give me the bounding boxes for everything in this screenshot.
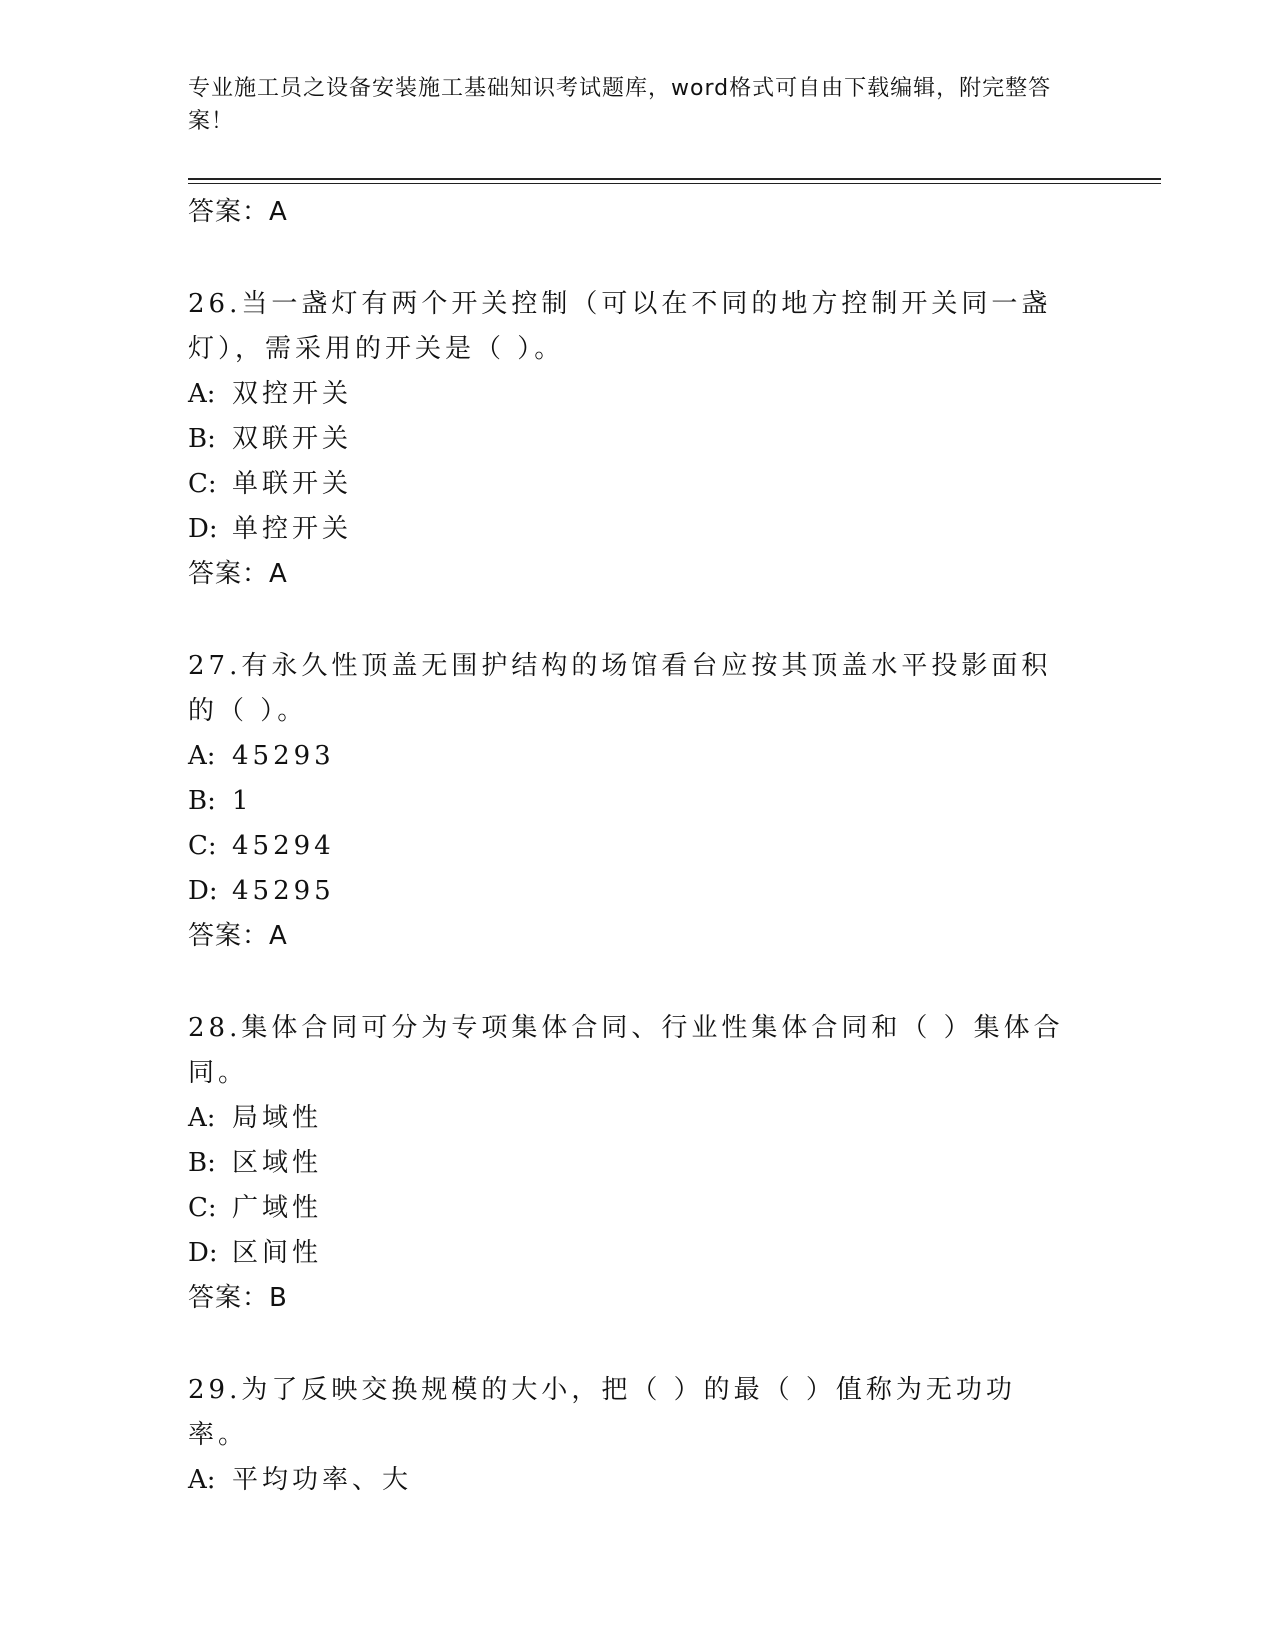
option-key: C:: [188, 1193, 217, 1223]
option-key: B:: [188, 424, 216, 454]
option-text: 双联开关: [232, 424, 353, 454]
question-list: [188, 190, 1088, 1503]
option-key: C:: [188, 831, 217, 861]
option-item: [188, 824, 1088, 869]
option-key: B:: [188, 786, 216, 816]
answer-line: 答案：A: [188, 559, 288, 589]
option-text: 45293: [232, 741, 335, 771]
option-item: [188, 507, 1088, 552]
answer-line: 答案：A: [188, 197, 288, 227]
option-text: 区间性: [232, 1238, 323, 1268]
option-text: 广域性: [232, 1193, 323, 1223]
option-item: [188, 779, 1088, 824]
option-item: [188, 462, 1088, 507]
option-item: [188, 869, 1088, 914]
option-key: A:: [188, 1465, 216, 1495]
option-item: [188, 1141, 1088, 1186]
answer-line: 答案：B: [188, 1283, 288, 1313]
option-key: C:: [188, 469, 217, 499]
answer-line: 答案：A: [188, 921, 288, 951]
option-key: A:: [188, 1103, 216, 1133]
option-text: 区域性: [232, 1148, 323, 1178]
option-item: [188, 1458, 1088, 1503]
question-text: 29.为了反映交换规模的大小，把（ ）的最（ ）值称为无功功率。: [188, 1375, 1016, 1450]
question-text: 28.集体合同可分为专项集体合同、行业性集体合同和（ ）集体合同。: [188, 1013, 1064, 1088]
option-text: 双控开关: [232, 379, 353, 409]
option-key: D:: [188, 1238, 218, 1268]
option-item: [188, 1096, 1088, 1141]
header-divider-thin: [188, 183, 1161, 184]
question-text: 26.当一盏灯有两个开关控制（可以在不同的地方控制开关同一盏灯），需采用的开关是（ ）。: [188, 289, 1052, 364]
option-key: B:: [188, 1148, 216, 1178]
option-item: [188, 1186, 1088, 1231]
option-text: 45294: [232, 831, 335, 861]
option-key: D:: [188, 514, 218, 544]
option-item: [188, 1231, 1088, 1276]
option-item: [188, 417, 1088, 462]
option-item: [188, 372, 1088, 417]
option-text: 平均功率、大: [232, 1465, 413, 1495]
option-text: 45295: [232, 876, 335, 906]
document-header: 专业施工员之设备安装施工基础知识考试题库，word格式可自由下载编辑，附完整答案！: [188, 76, 1052, 134]
option-text: 局域性: [232, 1103, 323, 1133]
option-text: 1: [232, 786, 253, 816]
question-text: 27.有永久性顶盖无围护结构的场馆看台应按其顶盖水平投影面积的（ ）。: [188, 651, 1052, 726]
option-text: 单联开关: [232, 469, 353, 499]
header-divider: [188, 178, 1161, 180]
option-key: D:: [188, 876, 218, 906]
option-key: A:: [188, 379, 216, 409]
option-item: [188, 734, 1088, 779]
option-key: A:: [188, 741, 216, 771]
option-text: 单控开关: [232, 514, 353, 544]
